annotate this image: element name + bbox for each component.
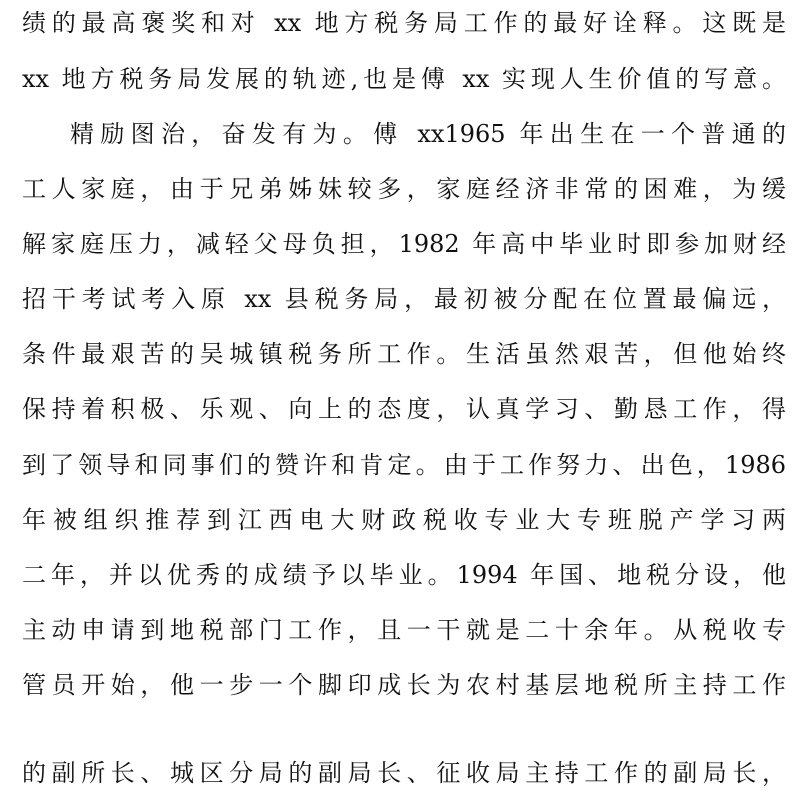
text-line: 保持着积极、乐观、向上的态度，认真学习、勤恳工作，得 (22, 395, 786, 423)
text-line: 管员开始，他一步一个脚印成长为农村基层地税所主持工作 (22, 671, 786, 699)
text-line: 精励图治，奋发有为。傅 xx1965 年出生在一个普通的 (70, 120, 786, 148)
text-line: 的副所长、城区分局的副局长、征收局主持工作的副局长， (22, 759, 786, 787)
text-line: 年被组织推荐到江西电大财政税收专业大专班脱产学习两 (22, 506, 786, 534)
text-line: 二年，并以优秀的成绩予以毕业。1994 年国、地税分设，他 (22, 561, 786, 589)
text-line: 解家庭压力，减轻父母负担，1982 年高中毕业时即参加财经 (22, 230, 786, 258)
text-line: 到了领导和同事们的赞许和肯定。由于工作努力、出色，1986 (22, 451, 786, 479)
text-line: 条件最艰苦的吴城镇税务所工作。生活虽然艰苦，但他始终 (22, 340, 786, 368)
text-line: xx 地方税务局发展的轨迹,也是傅 xx 实现人生价值的写意。 (22, 65, 786, 93)
text-line: 主动申请到地税部门工作，且一干就是二十余年。从税收专 (22, 616, 786, 644)
text-line: 工人家庭，由于兄弟姊妹较多，家庭经济非常的困难，为缓 (22, 175, 786, 203)
text-line: 绩的最高褒奖和对 xx 地方税务局工作的最好诠释。这既是 (22, 9, 786, 37)
text-line: 招干考试考入原 xx 县税务局，最初被分配在位置最偏远， (22, 285, 786, 313)
